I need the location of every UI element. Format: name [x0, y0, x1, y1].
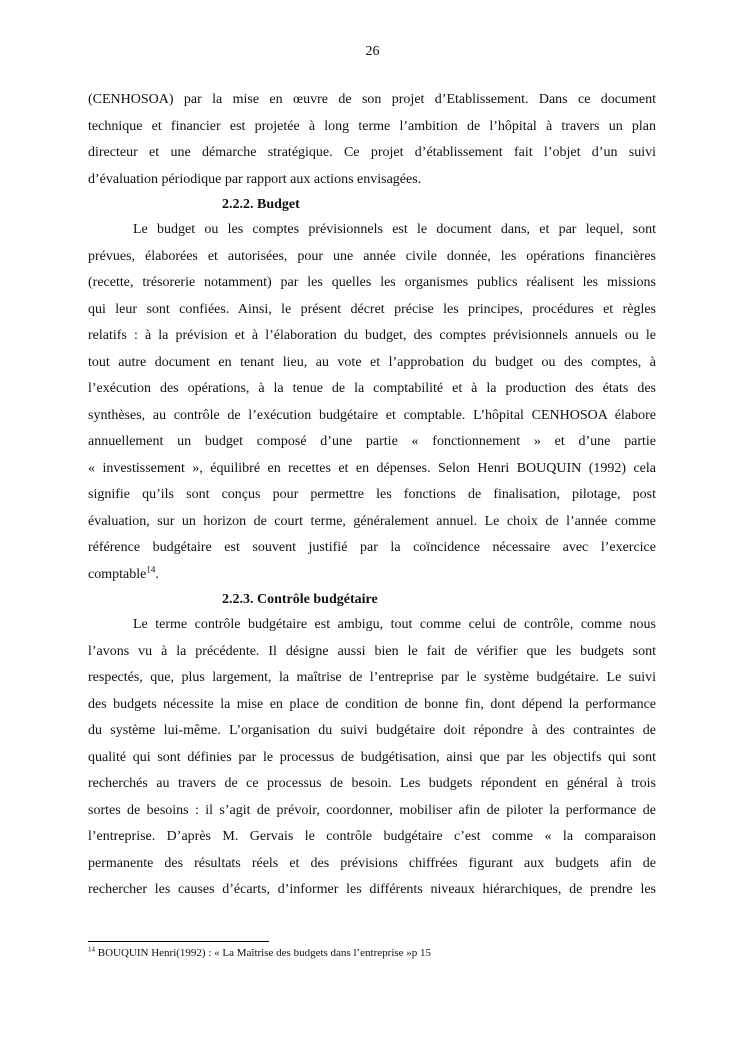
line-text: permanente des résultats réels et des prévisions chiffrées figurant aux budgets afin de [88, 855, 656, 871]
line-text: . [155, 566, 159, 582]
line-text: rechercher les causes d’écarts, d’informer les différents niveaux hiérarchiques, de prendre les [88, 882, 656, 897]
text-line [88, 323, 656, 350]
line-text: d’évaluation périodique par rapport aux actions envisagées. [88, 171, 422, 187]
text-line [88, 456, 656, 483]
text-line [88, 350, 656, 377]
text-line [88, 692, 656, 719]
footnote-text: BOUQUIN Henri(1992) : « La Maîtrise des budgets dans l’entreprise »p 15 [95, 947, 432, 959]
line-text: annuellement un budget composé d’une partie « fonctionnement » et d’une partie [88, 434, 656, 449]
text-line [88, 244, 656, 271]
line-text: technique et financier est projetée à long terme l’ambition de l’hôpital à travers un plan [88, 118, 656, 134]
text-line [88, 509, 656, 536]
text-line [88, 877, 656, 904]
text-line [88, 482, 656, 509]
line-text: des budgets nécessite la mise en place de condition de bonne fin, dont dépend la performance [88, 696, 656, 712]
page-number: 26 [365, 44, 380, 59]
text-line [88, 745, 656, 772]
paragraph [88, 87, 656, 193]
text-line [88, 87, 656, 114]
paragraph [88, 217, 656, 588]
text-line [88, 403, 656, 430]
footnote-separator [88, 941, 269, 942]
text-line [88, 114, 656, 141]
section-heading: 2.2.2. Budget [222, 197, 300, 212]
line-text: « investissement », équilibré en recettes et en dépenses. Selon Henri BOUQUIN (1992) cela [88, 460, 656, 476]
line-text: l’entreprise. D’après M. Gervais le contrôle budgétaire c’est comme « la comparaison [88, 829, 656, 844]
text-line [88, 798, 656, 825]
line-text: recherchés au travers de ce processus de besoin. Les budgets répondent en général à trois [88, 776, 656, 791]
footnote-number: 14 [88, 945, 95, 954]
text-line [88, 167, 656, 194]
text-line [88, 297, 656, 324]
text-line [88, 824, 656, 851]
line-text: signifie qu’ils sont conçus pour permettre les fonctions de finalisation, pilotage, post [88, 487, 656, 502]
text-line [88, 562, 656, 589]
line-text: relatifs : à la prévision et à l’élaboration du budget, des comptes prévisionnels annuels ou le [88, 328, 656, 343]
line-text: Le terme contrôle budgétaire est ambigu, tout comme celui de contrôle, comme nous [133, 617, 656, 632]
line-text: synthèses, au contrôle de l’exécution budgétaire et comptable. L’hôpital CENHOSOA élabore [88, 407, 656, 423]
line-text: (CENHOSOA) par la mise en œuvre de son projet d’Etablissement. Dans ce document [88, 92, 656, 107]
text-line [88, 217, 656, 244]
text-line [88, 851, 656, 878]
text-line [88, 535, 656, 562]
line-text: évaluation, sur un horizon de court terme, généralement annuel. Le choix de l’année comme [88, 513, 656, 529]
text-line [88, 665, 656, 692]
line-text: du système lui-même. L’organisation du suivi budgétaire doit répondre à des contraintes de [88, 723, 656, 738]
line-text: comptable [88, 566, 147, 582]
line-text: qui leur sont confiées. Ainsi, le présent décret précise les principes, procédures et règles [88, 301, 656, 317]
line-text: prévues, élaborées et autorisées, pour une année civile donnée, les opérations financières [88, 248, 656, 264]
text-line [88, 140, 656, 167]
text-line [88, 270, 656, 297]
line-text: l’avons vu à la précédente. Il désigne aussi bien le fait de vérifier que les budgets sont [88, 643, 656, 659]
line-text: respectés, que, plus largement, la maîtrise de l’entreprise par le système budgétaire. Le suivi [88, 670, 656, 685]
line-text: qualité qui sont définies par le processus de budgétisation, ainsi que par les objectifs qui sont [88, 749, 656, 765]
line-text: Le budget ou les comptes prévisionnels est le document dans, et par lequel, sont [133, 222, 656, 237]
text-line [88, 771, 656, 798]
footnote-reference[interactable]: 14 [146, 563, 156, 574]
line-text: tout autre document en tenant lieu, au vote et l’approbation du budget ou des comptes, à [88, 354, 656, 370]
section-heading: 2.2.3. Contrôle budgétaire [222, 592, 378, 607]
text-line [88, 612, 656, 639]
text-line [88, 718, 656, 745]
text-line [88, 639, 656, 666]
text-line [88, 429, 656, 456]
footnote [88, 947, 431, 959]
line-text: sortes de besoins : il s’agit de prévoir, coordonner, mobiliser afin de piloter la performance de [88, 802, 656, 818]
text-line [88, 376, 656, 403]
line-text: l’exécution des opérations, à la tenue de la comptabilité et à la production des états des [88, 381, 656, 396]
line-text: directeur et une démarche stratégique. Ce projet d’établissement fait l’objet d’un suivi [88, 145, 656, 160]
line-text: référence budgétaire est souvent justifié par la coïncidence nécessaire avec l’exercice [88, 540, 656, 555]
line-text: (recette, trésorerie notamment) par les quelles les organismes publics réalisent les missions [88, 275, 656, 290]
paragraph [88, 612, 656, 904]
document-body [88, 87, 656, 904]
